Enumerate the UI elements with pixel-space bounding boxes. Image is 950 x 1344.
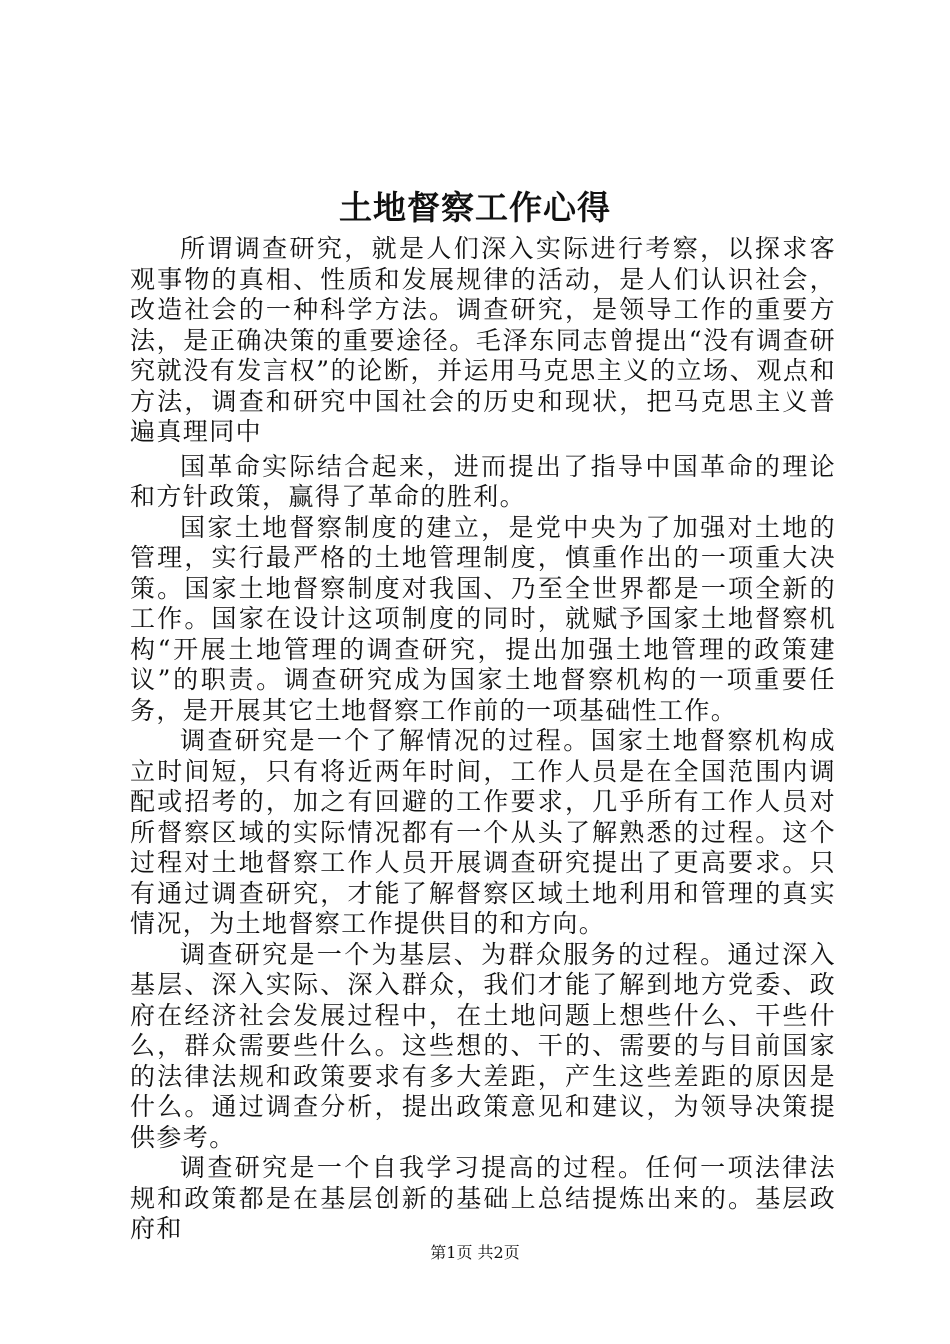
paragraph-3: 国家土地督察制度的建立，是党中央为了加强对土地的管理，实行最严格的土地管理制度，慎重作出的一项重大决策。国家土地督察制度对我国、乃至全世界都是一项全新的工作。国家在设计这项制度的同时，就赋予国家土地督察机构“开展土地管理的调查研究，提出加强土地管理的政策建议”的职责。调查研究成为国家土地督察机构的一项重要任务，是开展其它土地督察工作前的一项基础性工作。 — [130, 512, 836, 725]
paragraph-4: 调查研究是一个了解情况的过程。国家土地督察机构成立时间短，只有将近两年时间，工作人员是在全国范围内调配或招考的，加之有回避的工作要求，几乎所有工作人员对所督察区域的实际情况都有一个从头了解熟悉的过程。这个过程对土地督察工作人员开展调查研究提出了更高要求。只有通过调查研究，才能了解督察区域土地利用和管理的真实情况，为土地督察工作提供目的和方向。 — [130, 726, 836, 938]
document-body — [130, 234, 836, 1245]
paragraph-1: 所谓调查研究，就是人们深入实际进行考察，以探求客观事物的真相、性质和发展规律的活动，是人们认识社会，改造社会的一种科学方法。调查研究，是领导工作的重要方法，是正确决策的重要途径。毛泽东同志曾提出“没有调查研究就没有发言权”的论断，并运用马克思主义的立场、观点和方法，调查和研究中国社会的历史和现状，把马克思主义普遍真理同中 — [130, 234, 836, 446]
page-number-footer: 第1页 共2页 — [430, 1243, 520, 1262]
paragraph-2: 国革命实际结合起来，进而提出了指导中国革命的理论和方针政策，赢得了革命的胜利。 — [130, 451, 836, 511]
paragraph-6: 调查研究是一个自我学习提高的过程。任何一项法律法规和政策都是在基层创新的基础上总结提炼出来的。基层政府和 — [130, 1153, 836, 1243]
document-title: 土地督察工作心得 — [339, 188, 611, 227]
paragraph-5: 调查研究是一个为基层、为群众服务的过程。通过深入基层、深入实际、深入群众，我们才能了解到地方党委、政府在经济社会发展过程中，在土地问题上想些什么、干些什么，群众需要些什么。这些想的、干的、需要的与目前国家的法律法规和政策要求有多大差距，产生这些差距的原因是什么。通过调查分析，提出政策意见和建议，为领导决策提供参考。 — [130, 939, 836, 1152]
